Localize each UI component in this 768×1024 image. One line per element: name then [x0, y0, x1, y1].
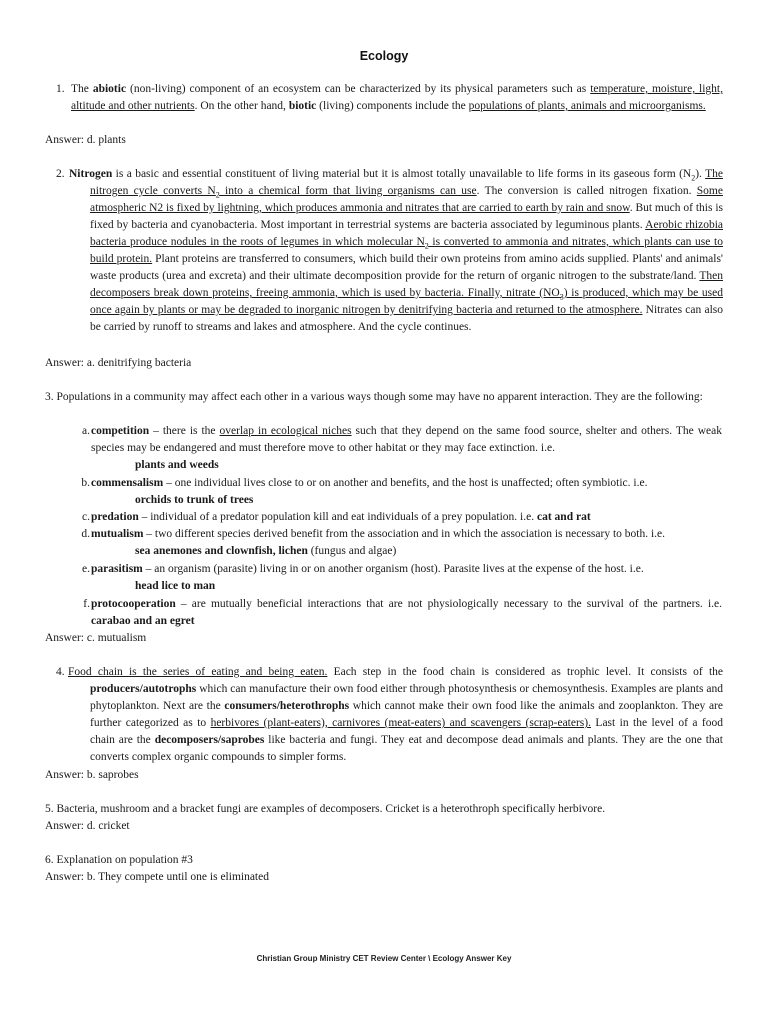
text-span: – are mutually beneficial interactions that are not physiologically necessary to the survival of the partners. i.e.: [175, 598, 722, 610]
text-span: . On the other hand,: [194, 100, 289, 112]
question-number: 1.: [56, 83, 65, 95]
list-label: c.: [82, 511, 90, 523]
underlined-text: Then decomposers break down proteins, freeing ammonia, which is used by bacteria. Finally, nitrate (NO: [90, 270, 723, 299]
text-span: Plant proteins are transferred to consumers, which build their own proteins from amino acids supplied. Plants' and animals' waste products (urea and excreta) and their ultimate decomposition provide for the return of organic nitrogen to the substrate/land.: [90, 253, 723, 282]
underlined-text: Some atmospheric N2 is fixed by lightning, which produces ammonia and nitrates that are carried to earth by rain and snow: [90, 185, 723, 214]
underlined-text: is converted to ammonia and nitrates, which plants can use to build protein.: [90, 236, 723, 265]
list-item-text: [91, 475, 722, 509]
list-item-text: [91, 526, 722, 560]
answer-4: Answer: b. saprobes: [45, 769, 139, 781]
subscript: 3: [559, 292, 564, 302]
list-label: f.: [83, 598, 90, 610]
example: sea anemones and clownfish, lichen: [135, 545, 308, 557]
text-span: – an organism (parasite) living in or on another organism (host). Parasite lives at the expense of the host. i.e.: [142, 563, 644, 575]
list-item-text: [91, 423, 722, 474]
example: head lice to man: [135, 580, 216, 592]
underlined-text: temperature, moisture, light, altitude and other nutrients: [71, 83, 723, 112]
text-span: The: [71, 83, 93, 95]
underlined-text: ) is produced, which may be used once again by plants or may be degraded to inorganic nitrogen by denitrifying bacteria and returned to the atmosphere.: [90, 287, 723, 316]
term-decomposers: decomposers/saprobes: [154, 734, 265, 746]
underlined-text: herbivores (plant-eaters), carnivores (meat-eaters) and scavengers (scrap-eaters).: [210, 717, 591, 729]
page-title: Ecology: [359, 49, 409, 63]
text-span: – there is the: [149, 425, 220, 437]
term: predation: [91, 511, 139, 523]
list-item-text: [91, 561, 722, 595]
term: parasitism: [91, 563, 143, 575]
question-2-text: [69, 166, 724, 336]
term-nitrogen: Nitrogen: [69, 168, 113, 180]
text-span: (living) components include the: [316, 100, 469, 112]
text-span: Nitrates can also be carried by runoff to streams and lakes and atmosphere. And the cycle continues.: [90, 304, 724, 333]
subscript: 2: [215, 190, 220, 200]
text-span: – individual of a predator population kill and eat individuals of a prey population. i.e.: [138, 511, 537, 523]
text-span: . But much of this is fixed by bacteria and cyanobacteria. Most important in terrestrial systems are bacteria associated by leguminous plants.: [90, 202, 723, 231]
text-span: – one individual lives close to or on another and benefits, and the host is unaffected; often symbiotic. i.e.: [163, 477, 648, 489]
answer-6: Answer: b. They compete until one is eliminated: [45, 871, 269, 883]
question-3-intro: 3. Populations in a community may affect each other in a various ways though some may have no apparent interaction. They are the following:: [45, 391, 703, 403]
term-biotic: biotic: [288, 100, 317, 112]
text-span: (fungus and algae): [307, 545, 397, 557]
text-span: . The conversion is called nitrogen fixation.: [476, 185, 697, 197]
term: mutualism: [91, 528, 144, 540]
underlined-text: into a chemical form that living organisms can use: [219, 185, 477, 197]
list-item-text: [91, 596, 722, 630]
term-abiotic: abiotic: [92, 83, 127, 95]
question-1-text: [71, 81, 723, 115]
underlined-text: Food chain is the series of eating and being eaten.: [68, 666, 328, 678]
question-5-text: 5. Bacteria, mushroom and a bracket fungi are examples of decomposers. Cricket is a heterothroph specifically herbivore.: [45, 803, 606, 815]
example: orchids to trunk of trees: [135, 494, 254, 506]
text-span: which can manufacture their own food either through photosynthesis or chemosynthesis. Examples are plants and phytoplankton. Next are the: [90, 683, 723, 712]
example: carabao and an egret: [91, 615, 195, 627]
underlined-text: overlap in ecological niches: [219, 425, 352, 437]
term: protocooperation: [91, 598, 176, 610]
text-span: like bacteria and fungi. They eat and decompose dead animals and plants. They are the one that converts complex organic compounds to simpler forms.: [90, 734, 723, 763]
term-consumers: consumers/heterothrophs: [224, 700, 350, 712]
answer-1: Answer: d. plants: [45, 134, 126, 146]
list-label: b.: [81, 477, 90, 489]
text-span: Each step in the food chain is considered as trophic level. It consists of the: [327, 666, 724, 678]
question-6-text: 6. Explanation on population #3: [45, 854, 193, 866]
text-span: such that they depend on the same food source, shelter and others. The weak species may be endangered and must therefore move to other habitat or they may face extinction. i.e.: [91, 425, 723, 454]
question-number: 2.: [56, 168, 65, 180]
list-label: e.: [82, 563, 90, 575]
subscript: 2: [424, 241, 429, 251]
underlined-text: populations of plants, animals and microorganisms.: [468, 100, 706, 112]
text-span: (non-living) component of an ecosystem can be characterized by its physical parameters such as: [126, 83, 591, 95]
example: cat and rat: [536, 511, 591, 523]
text-span: ).: [695, 168, 706, 180]
text-span: – two different species derived benefit from the association and in which the association is necessary to both. i.e.: [143, 528, 666, 540]
text-span: Last in the level of a food chain are the: [90, 717, 723, 746]
example: plants and weeds: [135, 459, 219, 471]
answer-3: Answer: c. mutualism: [45, 632, 147, 644]
answer-2: Answer: a. denitrifying bacteria: [45, 357, 192, 369]
term: commensalism: [91, 477, 164, 489]
term-producers: producers/autotrophs: [90, 683, 197, 695]
page-footer: Christian Group Ministry CET Review Center \ Ecology Answer Key: [256, 954, 512, 963]
list-label: a.: [82, 425, 90, 437]
question-number: 4.: [56, 666, 65, 678]
text-span: which cannot make their own food like the animals and zooplankton. They are further categorized as to: [90, 700, 723, 729]
list-item-text: [91, 509, 722, 526]
subscript: 2: [691, 173, 696, 183]
answer-5: Answer: d. cricket: [45, 820, 130, 832]
term: competition: [91, 425, 150, 437]
underlined-text: The nitrogen cycle converts N: [90, 168, 723, 197]
text-span: is a basic and essential constituent of living material but it is almost totally unavailable to life forms in its gaseous form (N: [112, 168, 692, 180]
underlined-text: Aerobic rhizobia bacteria produce nodules in the roots of legumes in which molecular N: [90, 219, 723, 248]
list-label: d.: [81, 528, 90, 540]
question-4-text: [68, 664, 724, 766]
